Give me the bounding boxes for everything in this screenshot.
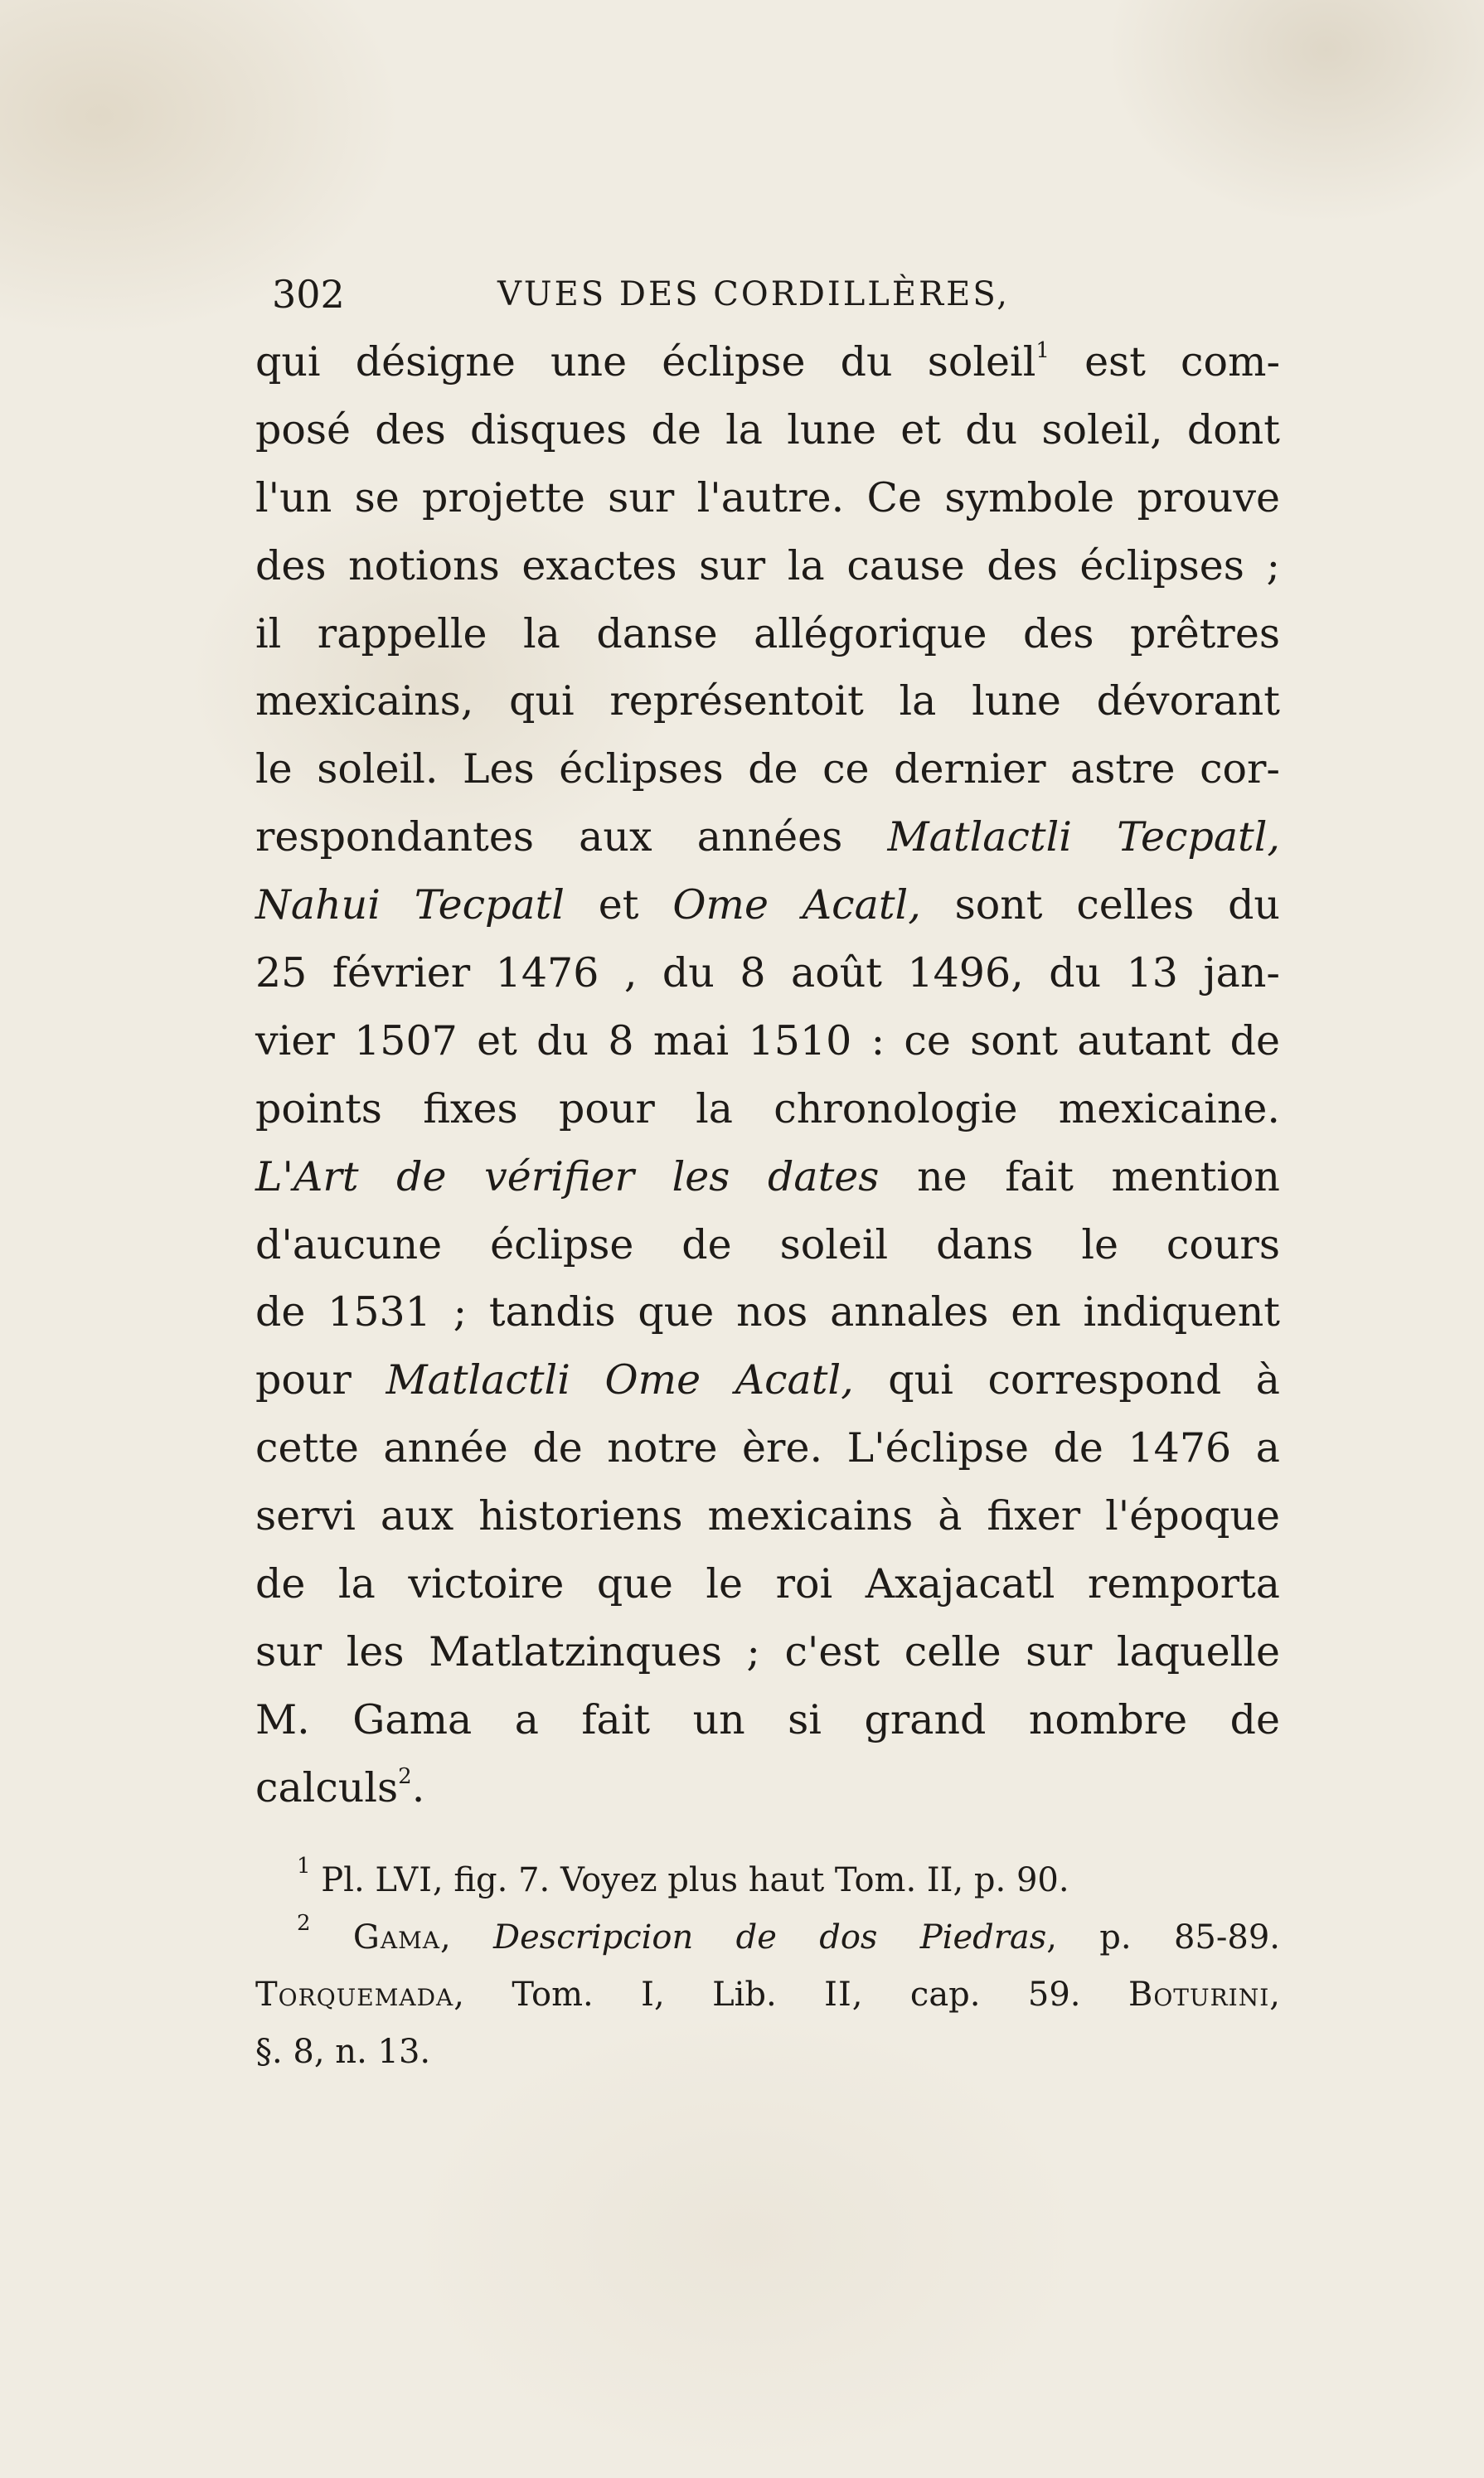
- footnote-ref: 2: [398, 1763, 412, 1789]
- text-line: de 1531 ; tandis que nos annales en indiquent: [255, 1288, 1280, 1336]
- text-line: M. Gama a fait un si grand nombre de: [255, 1695, 1280, 1743]
- text-line: pour Matlactli Ome Acatl, qui correspond à: [255, 1356, 1280, 1404]
- footnote-ref: 1: [1035, 338, 1050, 363]
- running-head: [255, 265, 1280, 323]
- text-line: l'un se projette sur l'autre. Ce symbole prouve: [255, 473, 1280, 521]
- body-text: [255, 328, 1280, 1822]
- footnotes: [255, 1852, 1280, 2081]
- text-line: de la victoire que le roi Axajacatl remporta: [255, 1560, 1280, 1608]
- text-line: cette année de notre ère. L'éclipse de 1476 a: [255, 1424, 1280, 1472]
- text-line: 25 février 1476 , du 8 août 1496, du 13 jan-: [255, 949, 1280, 997]
- footnote-1: $^1$ Pl. LVI, fig. 7. Voyez plus haut Tom. II, p. 90.: [297, 1853, 1069, 1899]
- text-line: Nahui Tecpatl et Ome Acatl, sont celles du: [255, 881, 1280, 929]
- page-number: 302: [272, 272, 345, 317]
- text-line: vier 1507 et du 8 mai 1510 : ce sont autant de: [255, 1016, 1280, 1064]
- running-title: VUES DES CORDILLÈRES,: [497, 275, 1011, 313]
- text-line: calculs$^2$.: [255, 1763, 425, 1811]
- text-line: qui désigne une éclipse du soleil$^1$ est com-: [255, 338, 1280, 386]
- text-line: L'Art de vérifier les dates ne fait mention: [255, 1152, 1280, 1200]
- text-line: sur les Matlatzinques ; c'est celle sur laquelle: [255, 1627, 1280, 1675]
- footnote-2-end: §. 8, n. 13.: [255, 2032, 431, 2071]
- text-line: il rappelle la danse allégorique des prêtres: [255, 609, 1280, 657]
- text-line: le soleil. Les éclipses de ce dernier astre cor-: [255, 745, 1280, 793]
- footnote-2-cont: Torquemada, Tom. I, Lib. II, cap. 59. Boturini,: [255, 1975, 1280, 2014]
- footnote-2: $^2$ Gama, Descripcion de dos Piedras, p. 85-89.: [297, 1910, 1280, 1957]
- text-line: mexicains, qui représentoit la lune dévorant: [255, 677, 1280, 725]
- text-line: d'aucune éclipse de soleil dans le cours: [255, 1220, 1280, 1268]
- text-line: respondantes aux années Matlactli Tecpatl,: [255, 813, 1280, 861]
- text-line: des notions exactes sur la cause des éclipses ;: [255, 541, 1280, 589]
- text-block: [255, 265, 1280, 2081]
- text-line: posé des disques de la lune et du soleil, dont: [255, 405, 1280, 453]
- text-line: points fixes pour la chronologie mexicaine.: [255, 1084, 1280, 1132]
- text-line: servi aux historiens mexicains à fixer l'époque: [255, 1492, 1280, 1540]
